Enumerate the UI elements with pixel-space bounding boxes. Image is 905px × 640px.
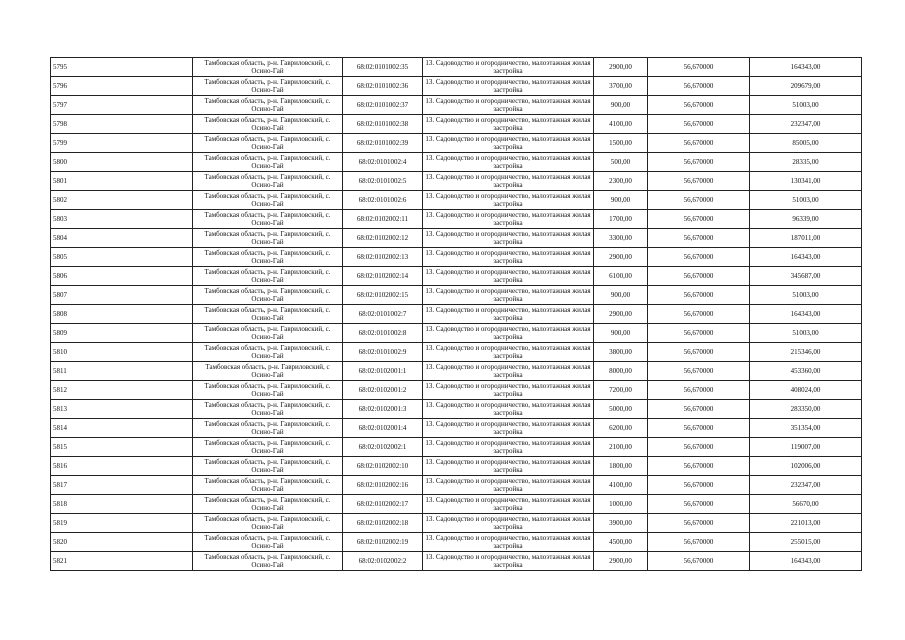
row-number: 5814 [51,419,193,438]
land-use-cell: 13. Садоводство и огородничество, малоэтажная жилая застройка [423,457,594,476]
specific-value-cell: 56,670000 [648,210,750,229]
land-use-cell: 13. Садоводство и огородничество, малоэтажная жилая застройка [423,229,594,248]
specific-value-cell: 56,670000 [648,552,750,571]
table-row [51,248,862,267]
area-cell: 2100,00 [594,438,648,457]
cadastral-number-cell: 68:02:0102001:3 [343,400,423,419]
specific-value-cell: 56,670000 [648,153,750,172]
specific-value-cell: 56,670000 [648,58,750,77]
land-use-cell: 13. Садоводство и огородничество, малоэтажная жилая застройка [423,248,594,267]
area-cell: 2900,00 [594,552,648,571]
area-cell: 2300,00 [594,172,648,191]
specific-value-cell: 56,670000 [648,134,750,153]
address-cell: Тамбовская область, р-н. Гавриловский, с. Осино-Гай [193,457,343,476]
cadastral-number-cell: 68:02:0102002:18 [343,514,423,533]
table-row [51,191,862,210]
area-cell: 900,00 [594,191,648,210]
address-cell: Тамбовская область, р-н. Гавриловский, с. Осино-Гай [193,343,343,362]
address-cell: Тамбовская область, р-н. Гавриловский, с. Осино-Гай [193,438,343,457]
land-use-cell: 13. Садоводство и огородничество, малоэтажная жилая застройка [423,552,594,571]
cadastral-number-cell: 68:02:0102002:15 [343,286,423,305]
address-cell: Тамбовская область, р-н. Гавриловский, с. Осино-Гай [193,419,343,438]
land-use-cell: 13. Садоводство и огородничество, малоэтажная жилая застройка [423,267,594,286]
table-row [51,552,862,571]
table-row [51,172,862,191]
specific-value-cell: 56,670000 [648,381,750,400]
row-number: 5801 [51,172,193,191]
specific-value-cell: 56,670000 [648,400,750,419]
cadastral-value-cell: 164343,00 [750,248,862,267]
address-cell: Тамбовская область, р-н. Гавриловский, с. Осино-Гай [193,77,343,96]
address-cell: Тамбовская область, р-н. Гавриловский, с. Осино-Гай [193,172,343,191]
cadastral-number-cell: 68:02:0101002:37 [343,96,423,115]
specific-value-cell: 56,670000 [648,286,750,305]
area-cell: 1000,00 [594,495,648,514]
row-number: 5810 [51,343,193,362]
land-use-cell: 13. Садоводство и огородничество, малоэтажная жилая застройка [423,210,594,229]
cadastral-value-cell: 345687,00 [750,267,862,286]
row-number: 5815 [51,438,193,457]
area-cell: 3900,00 [594,514,648,533]
area-cell: 500,00 [594,153,648,172]
land-use-cell: 13. Садоводство и огородничество, малоэтажная жилая застройка [423,115,594,134]
row-number: 5813 [51,400,193,419]
land-use-cell: 13. Садоводство и огородничество, малоэтажная жилая застройка [423,495,594,514]
table-row [51,153,862,172]
cadastral-number-cell: 68:02:0102001:4 [343,419,423,438]
land-use-cell: 13. Садоводство и огородничество, малоэтажная жилая застройка [423,172,594,191]
cadastral-number-cell: 68:02:0102002:11 [343,210,423,229]
table-row [51,495,862,514]
specific-value-cell: 56,670000 [648,267,750,286]
cadastral-value-cell: 408024,00 [750,381,862,400]
area-cell: 6100,00 [594,267,648,286]
land-use-cell: 13. Садоводство и огородничество, малоэтажная жилая застройка [423,286,594,305]
address-cell: Тамбовская область, р-н. Гавриловский, с. Осино-Гай [193,210,343,229]
specific-value-cell: 56,670000 [648,533,750,552]
cadastral-number-cell: 68:02:0101002:38 [343,115,423,134]
land-use-cell: 13. Садоводство и огородничество, малоэтажная жилая застройка [423,153,594,172]
area-cell: 1800,00 [594,457,648,476]
cadastral-number-cell: 68:02:0101002:6 [343,191,423,210]
table-row [51,267,862,286]
land-use-cell: 13. Садоводство и огородничество, малоэтажная жилая застройка [423,58,594,77]
specific-value-cell: 56,670000 [648,362,750,381]
area-cell: 1500,00 [594,134,648,153]
address-cell: Тамбовская область, р-н. Гавриловский, с. Осино-Гай [193,400,343,419]
cadastral-value-cell: 51003,00 [750,191,862,210]
area-cell: 3300,00 [594,229,648,248]
cadastral-value-cell: 215346,00 [750,343,862,362]
cadastral-value-cell: 453360,00 [750,362,862,381]
cadastral-number-cell: 68:02:0102002:10 [343,457,423,476]
table-row [51,229,862,248]
land-use-cell: 13. Садоводство и огородничество, малоэтажная жилая застройка [423,191,594,210]
land-use-cell: 13. Садоводство и огородничество, малоэтажная жилая застройка [423,77,594,96]
land-use-cell: 13. Садоводство и огородничество, малоэтажная жилая застройка [423,419,594,438]
row-number: 5820 [51,533,193,552]
area-cell: 4100,00 [594,115,648,134]
cadastral-value-cell: 96339,00 [750,210,862,229]
cadastral-number-cell: 68:02:0101002:4 [343,153,423,172]
cadastral-value-cell: 56670,00 [750,495,862,514]
address-cell: Тамбовская область, р-н. Гавриловский, с. Осино-Гай [193,115,343,134]
area-cell: 8000,00 [594,362,648,381]
cadastral-value-cell: 221013,00 [750,514,862,533]
address-cell: Тамбовская область, р-н. Гавриловский, с. Осино-Гай [193,191,343,210]
specific-value-cell: 56,670000 [648,438,750,457]
address-cell: Тамбовская область, р-н. Гавриловский, с. Осино-Гай [193,381,343,400]
specific-value-cell: 56,670000 [648,476,750,495]
table-row [51,381,862,400]
area-cell: 5000,00 [594,400,648,419]
row-number: 5809 [51,324,193,343]
table-row [51,58,862,77]
row-number: 5816 [51,457,193,476]
area-cell: 1700,00 [594,210,648,229]
table-row [51,115,862,134]
land-use-cell: 13. Садоводство и огородничество, малоэтажная жилая застройка [423,438,594,457]
table-row [51,343,862,362]
cadastral-value-cell: 351354,00 [750,419,862,438]
row-number: 5802 [51,191,193,210]
land-use-cell: 13. Садоводство и огородничество, малоэтажная жилая застройка [423,134,594,153]
row-number: 5806 [51,267,193,286]
cadastral-number-cell: 68:02:0101002:8 [343,324,423,343]
specific-value-cell: 56,670000 [648,305,750,324]
area-cell: 2900,00 [594,58,648,77]
cadastral-value-cell: 164343,00 [750,305,862,324]
cadastral-value-cell: 51003,00 [750,324,862,343]
cadastral-value-cell: 232347,00 [750,115,862,134]
cadastral-value-cell: 164343,00 [750,58,862,77]
address-cell: Тамбовская область, р-н. Гавриловский, с. Осино-Гай [193,134,343,153]
area-cell: 900,00 [594,286,648,305]
table-row [51,438,862,457]
table-row [51,286,862,305]
row-number: 5821 [51,552,193,571]
specific-value-cell: 56,670000 [648,495,750,514]
table-row [51,400,862,419]
cadastral-value-cell: 130341,00 [750,172,862,191]
cadastral-number-cell: 68:02:0102001:1 [343,362,423,381]
specific-value-cell: 56,670000 [648,248,750,267]
area-cell: 2900,00 [594,305,648,324]
address-cell: Тамбовская область, р-н. Гавриловский, с. Осино-Гай [193,248,343,267]
cadastral-number-cell: 68:02:0101002:9 [343,343,423,362]
specific-value-cell: 56,670000 [648,115,750,134]
area-cell: 900,00 [594,324,648,343]
specific-value-cell: 56,670000 [648,324,750,343]
land-use-cell: 13. Садоводство и огородничество, малоэтажная жилая застройка [423,305,594,324]
cadastral-number-cell: 68:02:0102001:2 [343,381,423,400]
area-cell: 3800,00 [594,343,648,362]
address-cell: Тамбовская область, р-н. Гавриловский, с. Осино-Гай [193,324,343,343]
specific-value-cell: 56,670000 [648,229,750,248]
specific-value-cell: 56,670000 [648,419,750,438]
cadastral-number-cell: 68:02:0102002:12 [343,229,423,248]
land-use-cell: 13. Садоводство и огородничество, малоэтажная жилая застройка [423,476,594,495]
area-cell: 6200,00 [594,419,648,438]
row-number: 5818 [51,495,193,514]
land-use-cell: 13. Садоводство и огородничество, малоэтажная жилая застройка [423,343,594,362]
table-row [51,514,862,533]
cadastral-number-cell: 68:02:0101002:36 [343,77,423,96]
address-cell: Тамбовская область, р-н. Гавриловский, с. Осино-Гай [193,305,343,324]
cadastral-value-cell: 102006,00 [750,457,862,476]
row-number: 5799 [51,134,193,153]
row-number: 5812 [51,381,193,400]
row-number: 5796 [51,77,193,96]
specific-value-cell: 56,670000 [648,191,750,210]
row-number: 5804 [51,229,193,248]
cadastral-value-cell: 187011,00 [750,229,862,248]
area-cell: 2900,00 [594,248,648,267]
land-use-cell: 13. Садоводство и огородничество, малоэтажная жилая застройка [423,362,594,381]
cadastral-value-cell: 51003,00 [750,286,862,305]
land-use-cell: 13. Садоводство и огородничество, малоэтажная жилая застройка [423,324,594,343]
address-cell: Тамбовская область, р-н. Гавриловский, с. Осино-Гай [193,552,343,571]
table-row [51,77,862,96]
specific-value-cell: 56,670000 [648,514,750,533]
cadastral-value-cell: 232347,00 [750,476,862,495]
cadastral-number-cell: 68:02:0102002:17 [343,495,423,514]
cadastral-number-cell: 68:02:0101002:7 [343,305,423,324]
cadastral-value-cell: 85005,00 [750,134,862,153]
address-cell: Тамбовская область, р-н. Гавриловский, с. Осино-Гай [193,96,343,115]
cadastral-value-cell: 164343,00 [750,552,862,571]
cadastral-value-cell: 119007,00 [750,438,862,457]
row-number: 5808 [51,305,193,324]
land-use-cell: 13. Садоводство и огородничество, малоэтажная жилая застройка [423,514,594,533]
cadastral-number-cell: 68:02:0102002:13 [343,248,423,267]
cadastral-number-cell: 68:02:0102002:2 [343,552,423,571]
row-number: 5803 [51,210,193,229]
cadastral-value-cell: 255015,00 [750,533,862,552]
address-cell: Тамбовская область, р-н. Гавриловский, с. Осино-Гай [193,153,343,172]
specific-value-cell: 56,670000 [648,77,750,96]
row-number: 5797 [51,96,193,115]
cadastral-number-cell: 68:02:0102002:16 [343,476,423,495]
land-use-cell: 13. Садоводство и огородничество, малоэтажная жилая застройка [423,400,594,419]
cadastral-value-table [50,57,862,571]
address-cell: Тамбовская область, р-н. Гавриловский, с. Осино-Гай [193,286,343,305]
address-cell: Тамбовская область, р-н. Гавриловский, с. Осино-Гай [193,495,343,514]
land-use-cell: 13. Садоводство и огородничество, малоэтажная жилая застройка [423,381,594,400]
area-cell: 7200,00 [594,381,648,400]
table-row [51,324,862,343]
area-cell: 4100,00 [594,476,648,495]
table-row [51,476,862,495]
area-cell: 3700,00 [594,77,648,96]
area-cell: 900,00 [594,96,648,115]
address-cell: Тамбовская область, р-н. Гавриловский, с. Осино-Гай [193,267,343,286]
land-use-cell: 13. Садоводство и огородничество, малоэтажная жилая застройка [423,533,594,552]
table-row [51,419,862,438]
table-row [51,305,862,324]
specific-value-cell: 56,670000 [648,172,750,191]
table-row [51,96,862,115]
address-cell: Тамбовская область, р-н. Гавриловский, с. Осино-Гай [193,229,343,248]
address-cell: Тамбовская область, р-н. Гавриловский, с Осино-Гай [193,362,343,381]
row-number: 5819 [51,514,193,533]
row-number: 5798 [51,115,193,134]
address-cell: Тамбовская область, р-н. Гавриловский, с. Осино-Гай [193,58,343,77]
address-cell: Тамбовская область, р-н. Гавриловский, с. Осино-Гай [193,514,343,533]
table-row [51,457,862,476]
address-cell: Тамбовская область, р-н. Гавриловский, с. Осино-Гай [193,476,343,495]
row-number: 5795 [51,58,193,77]
row-number: 5805 [51,248,193,267]
cadastral-value-cell: 28335,00 [750,153,862,172]
cadastral-number-cell: 68:02:0102002:19 [343,533,423,552]
table-row [51,362,862,381]
table-row [51,210,862,229]
cadastral-value-cell: 51003,00 [750,96,862,115]
specific-value-cell: 56,670000 [648,96,750,115]
cadastral-value-cell: 209679,00 [750,77,862,96]
cadastral-number-cell: 68:02:0102002:14 [343,267,423,286]
cadastral-number-cell: 68:02:0101002:35 [343,58,423,77]
row-number: 5817 [51,476,193,495]
cadastral-value-cell: 283350,00 [750,400,862,419]
table-row [51,533,862,552]
area-cell: 4500,00 [594,533,648,552]
specific-value-cell: 56,670000 [648,457,750,476]
address-cell: Тамбовская область, р-н. Гавриловский, с. Осино-Гай [193,533,343,552]
cadastral-number-cell: 68:02:0101002:39 [343,134,423,153]
row-number: 5800 [51,153,193,172]
cadastral-number-cell: 68:02:0101002:5 [343,172,423,191]
row-number: 5811 [51,362,193,381]
row-number: 5807 [51,286,193,305]
cadastral-number-cell: 68:02:0102002:1 [343,438,423,457]
specific-value-cell: 56,670000 [648,343,750,362]
land-use-cell: 13. Садоводство и огородничество, малоэтажная жилая застройка [423,96,594,115]
table-row [51,134,862,153]
